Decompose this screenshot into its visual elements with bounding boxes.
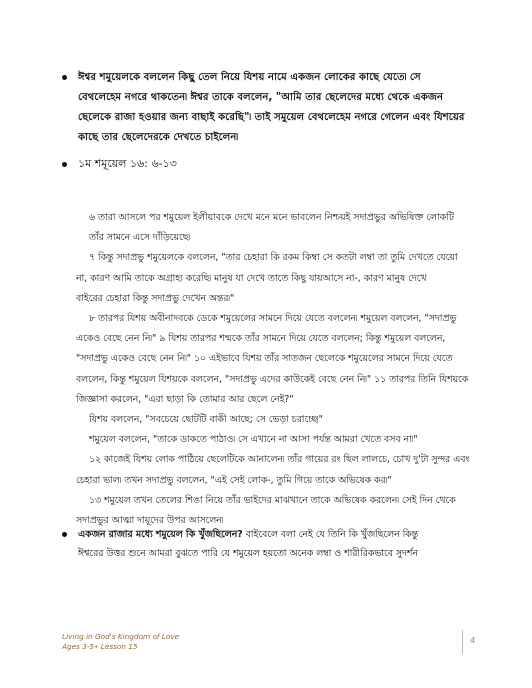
jesse-reply: [76, 410, 480, 430]
text-line: শমুয়েল বললেন, "তাকে ডাকতে পাঠাও৷ সে এখানে না আসা পর্যন্ত আমরা খেতে বসব না৷": [89, 434, 418, 446]
verse-12: [76, 450, 480, 490]
scripture-passage: [76, 208, 480, 531]
bullet-story-intro: [62, 68, 482, 148]
text-line: ঈশ্বরের উত্তর শুনে আমরা বুঝতে পারি যে শমুয়েল হয়তো অনেক লম্বা ও শারীরিকভাবে সুদর্শন: [78, 548, 418, 559]
text-line: ৮ তারপর যিশয় অবীনাদবকে ডেকে শমুয়েলের সামনে দিয়ে যেতে বললেন৷ শমুয়েল বললেন, "সদাপ্রভু: [89, 313, 457, 325]
text-line: জিজ্ঞাসা করলেন, "এরা ছাড়া কি তোমার আর ছেলে নেই?": [76, 393, 294, 405]
text-line: বাইরের চেহারা কিন্তু সদাপ্রভু দেখেন অন্তর৷": [76, 292, 235, 304]
text-line: ৬ তারা আসলে পর শমুয়েল ইলীয়াবকে দেখে মনে মনে ভাবলেন নিশ্চয়ই সদাপ্রভুর অভিষিক্ত লোকটি: [89, 212, 454, 223]
footer-lesson-label: Ages 3-5• Lesson 15: [62, 642, 138, 651]
text-line: বেথলেহেম নগরে থাকতেন৷ ঈশ্বর তাকে বললেন, "আমি তার ছেলেদের মধ্যে থেকে একজন: [78, 92, 444, 103]
text-line: না, কারণ আমি তাকে অগ্রাহ্য করেছি৷ মানুষ যা দেখে তাতে কিছু যায়আসে না-, কারণ মানুষ দেখে: [76, 272, 427, 284]
text-line: ১২ কাজেই যিশয় লোক পাঠিয়ে ছেলেটিকে আনালেন৷ তাঁর গায়ের রং ছিল লালচে, চোখ দু'টা সুন্দর এবং: [89, 454, 470, 466]
bullet-text: [78, 68, 482, 148]
text-line: ৭ কিন্তু সদাপ্রভু শমুয়েলকে বললেন, "তার চেহারা কি রকম কিম্বা সে কতটা লম্বা তা তুমি দেখতে যেয়ো: [89, 252, 458, 264]
text-line: কাছে তার ছেলেদেরকে দেখতে চাইলেন৷: [78, 132, 239, 143]
bullet-dot: [62, 162, 67, 167]
verse-7: [76, 248, 480, 309]
bullet-scripture-reference: [62, 154, 482, 174]
verse-6: [76, 208, 480, 248]
text-line: চেহারা ভাল৷ তখন সদাপ্রভু বললেন, "এই সেই লোক-, তুমি গিয়ে তাকে অভিষেক কর৷": [76, 474, 392, 486]
footer-divider: [462, 630, 463, 654]
question-text: একজন রাজার মধ্যে শমুয়েল কি খুঁজছিলেন?: [78, 529, 243, 540]
text-line: ঈশ্বর শমুয়েলকে বললেন কিছু তেল নিয়ে যিশয় নামে একজন লোকের কাছে যেতে৷ সে: [78, 72, 421, 83]
samuel-reply: [76, 430, 480, 450]
text-line: ছেলেকে রাজা হওয়ার জন্য বাছাই করেছি"৷ তাই সমুয়েল বেথলেহেম নগরে গেলেন এবং যিশয়ের: [78, 112, 465, 123]
bullet-text: [78, 525, 482, 563]
answer-text: বাইবেলে বলা নেই যে তিনি কি খুঁজছিলেন কিন্তু: [242, 529, 419, 540]
footer-series-title: Living in God's Kingdom of Love: [62, 632, 180, 641]
text-line: যিশয় বললেন, "সবচেয়ে ছোটটি বাকী আছে; সে ভেড়া চরাচ্ছে৷": [89, 414, 323, 426]
bullet-discussion-question: [62, 525, 482, 563]
text-line: বললেন, কিন্তু শমুয়েল যিশয়কে বললেন, "সদাপ্রভু এদের কাউকেই বেছে নেন নি৷" ১১ তারপর তিনি যিশয়কে: [76, 373, 469, 385]
text-line: "সদাপ্রভু একেও বেছে নেন নি৷" ১০ এইভাবে যিশয় তাঁর সাতজন ছেলেকে শমুয়েলের সামনে দিয়ে যেতে: [76, 353, 453, 365]
text-line: একেও বেছে নেন নি৷" ৯ যিশয় তারপর শম্মকে তাঁর সামনে দিয়ে যেতে বললেন; কিন্তু শমুয়েল বললেন,: [76, 333, 446, 345]
bullet-dot: [62, 532, 67, 537]
text-line: তাঁর সামনে এসে দাঁড়িয়েছে৷: [89, 232, 190, 244]
verses-8-11: [76, 309, 480, 410]
text-line: সদাপ্রভুর আত্মা দায়ূদের উপর আসলেন৷: [76, 515, 224, 527]
text-line: ১৩ শমুয়েল তখন তেলের শিঙা নিয়ে তাঁর ভাইদের মাঝখানে তাকে অভিষেক করলেন৷ সেই দিন থেকে: [89, 494, 456, 506]
text-line: [78, 525, 482, 544]
scripture-reference: ১ম শমূয়েল ১৬: ৬-১৩: [78, 157, 177, 170]
page-number: 4: [470, 636, 476, 645]
bullet-dot: [62, 75, 67, 80]
footer-lesson-info: [62, 632, 179, 652]
